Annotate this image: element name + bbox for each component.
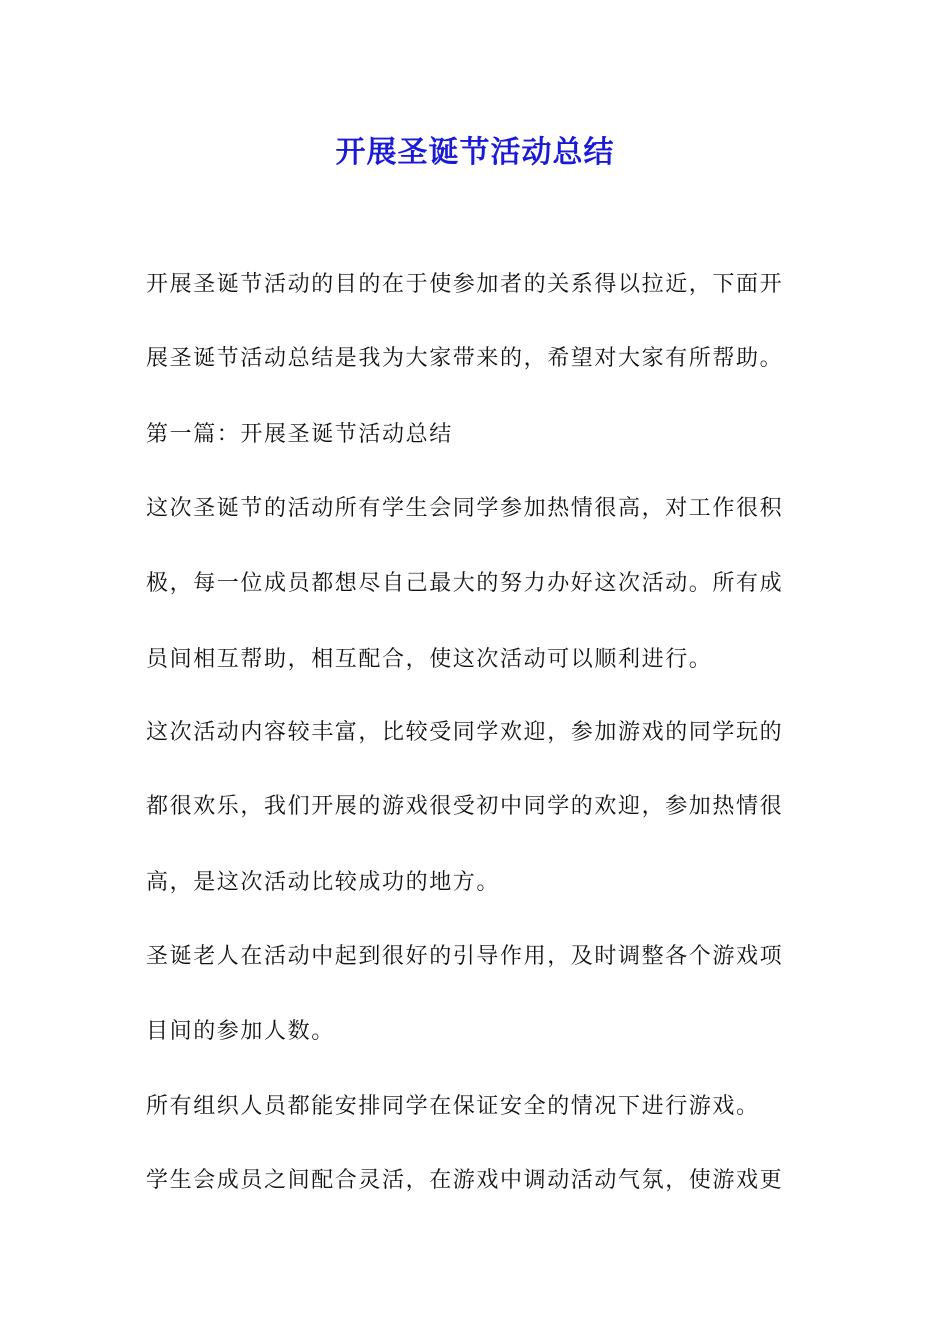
body-line-11: 目间的参加人数。 (146, 1019, 335, 1044)
body-line-8: 都很欢乐，我们开展的游戏很受初中同学的欢迎，参加热情很 (146, 794, 784, 819)
body-line-7: 这次活动内容较丰富，比较受同学欢迎，参加游戏的同学玩的 (146, 720, 784, 745)
body-line-2: 展圣诞节活动总结是我为大家带来的，希望对大家有所帮助。 (146, 346, 784, 371)
body-line-4: 这次圣诞节的活动所有学生会同学参加热情很高，对工作很积 (146, 496, 784, 521)
body-line-12: 所有组织人员都能安排同学在保证安全的情况下进行游戏。 (146, 1094, 760, 1119)
body-line-5: 极，每一位成员都想尽自己最大的努力办好这次活动。所有成 (146, 571, 784, 596)
body-line-6: 员间相互帮助，相互配合，使这次活动可以顺利进行。 (146, 647, 713, 672)
body-line-10: 圣诞老人在活动中起到很好的引导作用，及时调整各个游戏项 (146, 944, 784, 969)
body-line-9: 高，是这次活动比较成功的地方。 (146, 870, 501, 895)
document-title: 开展圣诞节活动总结 (335, 135, 615, 170)
body-line-1: 开展圣诞节活动的目的在于使参加者的关系得以拉近，下面开 (146, 272, 784, 297)
body-line-13: 学生会成员之间配合灵活，在游戏中调动活动气氛，使游戏更 (146, 1168, 784, 1193)
section-heading: 第一篇：开展圣诞节活动总结 (146, 422, 453, 447)
